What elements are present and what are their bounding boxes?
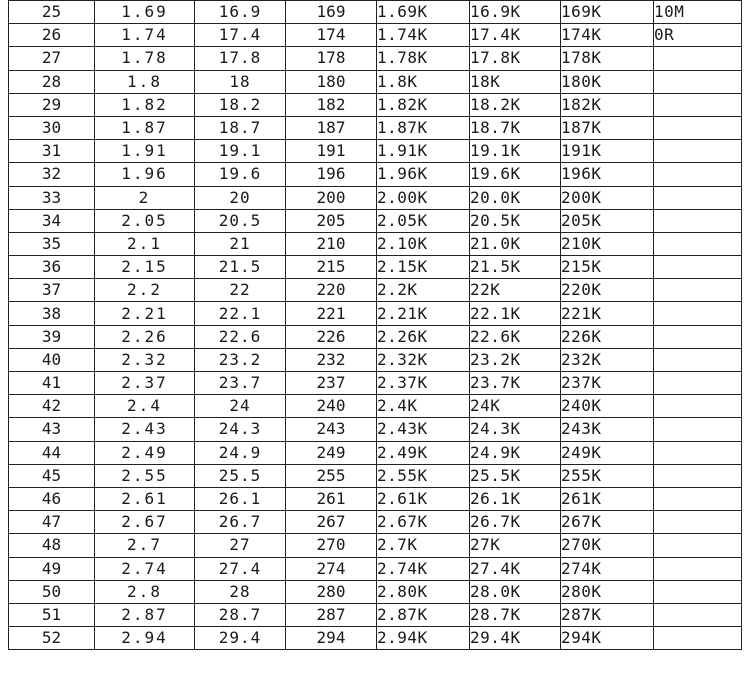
kilo-ohm-cell: 1.74K [377, 24, 470, 47]
extra-value-cell [654, 372, 742, 395]
ten-ohm-cell: 27.4 [195, 557, 286, 580]
hundred-ohm-cell: 178 [286, 47, 377, 70]
code-cell: 38 [9, 302, 95, 325]
ten-kilo-ohm-cell: 22K [470, 279, 561, 302]
table-row [9, 1, 742, 24]
ohm-cell: 1.8 [95, 70, 195, 93]
extra-value-cell [654, 487, 742, 510]
ten-ohm-cell: 27 [195, 534, 286, 557]
extra-value-cell [654, 603, 742, 626]
hundred-kilo-ohm-cell: 237K [561, 372, 654, 395]
ohm-cell: 2.32 [95, 348, 195, 371]
ohm-cell: 2.49 [95, 441, 195, 464]
extra-value-cell [654, 557, 742, 580]
table-row [9, 464, 742, 487]
ten-kilo-ohm-cell: 28.7K [470, 603, 561, 626]
ten-kilo-ohm-cell: 23.7K [470, 372, 561, 395]
kilo-ohm-cell: 2.26K [377, 325, 470, 348]
code-cell: 50 [9, 580, 95, 603]
table-row [9, 534, 742, 557]
hundred-kilo-ohm-cell: 221K [561, 302, 654, 325]
ohm-cell: 2.15 [95, 256, 195, 279]
table-row [9, 279, 742, 302]
extra-value-cell [654, 70, 742, 93]
extra-value-cell [654, 627, 742, 650]
hundred-kilo-ohm-cell: 232K [561, 348, 654, 371]
ohm-cell: 1.91 [95, 140, 195, 163]
hundred-ohm-cell: 200 [286, 186, 377, 209]
hundred-kilo-ohm-cell: 220K [561, 279, 654, 302]
ten-kilo-ohm-cell: 16.9K [470, 1, 561, 24]
code-cell: 35 [9, 232, 95, 255]
resistor-value-sheet [8, 0, 741, 650]
table-row [9, 256, 742, 279]
ten-kilo-ohm-cell: 26.1K [470, 487, 561, 510]
code-cell: 51 [9, 603, 95, 626]
hundred-kilo-ohm-cell: 187K [561, 116, 654, 139]
hundred-ohm-cell: 287 [286, 603, 377, 626]
table-row [9, 232, 742, 255]
extra-value-cell: 0R [654, 24, 742, 47]
hundred-ohm-cell: 274 [286, 557, 377, 580]
hundred-kilo-ohm-cell: 243K [561, 418, 654, 441]
kilo-ohm-cell: 2.67K [377, 511, 470, 534]
kilo-ohm-cell: 2.43K [377, 418, 470, 441]
table-row [9, 302, 742, 325]
ten-kilo-ohm-cell: 26.7K [470, 511, 561, 534]
kilo-ohm-cell: 2.2K [377, 279, 470, 302]
hundred-kilo-ohm-cell: 191K [561, 140, 654, 163]
extra-value-cell [654, 534, 742, 557]
ohm-cell: 1.69 [95, 1, 195, 24]
extra-value-cell [654, 140, 742, 163]
code-cell: 36 [9, 256, 95, 279]
hundred-kilo-ohm-cell: 267K [561, 511, 654, 534]
code-cell: 25 [9, 1, 95, 24]
hundred-kilo-ohm-cell: 255K [561, 464, 654, 487]
ten-kilo-ohm-cell: 18.7K [470, 116, 561, 139]
ten-ohm-cell: 21.5 [195, 256, 286, 279]
ten-ohm-cell: 18.2 [195, 93, 286, 116]
ten-kilo-ohm-cell: 25.5K [470, 464, 561, 487]
code-cell: 32 [9, 163, 95, 186]
kilo-ohm-cell: 2.55K [377, 464, 470, 487]
ten-ohm-cell: 20.5 [195, 209, 286, 232]
hundred-kilo-ohm-cell: 226K [561, 325, 654, 348]
ohm-cell: 2.8 [95, 580, 195, 603]
hundred-kilo-ohm-cell: 182K [561, 93, 654, 116]
kilo-ohm-cell: 2.10K [377, 232, 470, 255]
kilo-ohm-cell: 1.87K [377, 116, 470, 139]
kilo-ohm-cell: 2.80K [377, 580, 470, 603]
ohm-cell: 2.61 [95, 487, 195, 510]
code-cell: 42 [9, 395, 95, 418]
ten-ohm-cell: 24 [195, 395, 286, 418]
ten-ohm-cell: 29.4 [195, 627, 286, 650]
code-cell: 29 [9, 93, 95, 116]
resistor-code-table [8, 0, 742, 650]
extra-value-cell [654, 418, 742, 441]
hundred-kilo-ohm-cell: 174K [561, 24, 654, 47]
ohm-cell: 2.37 [95, 372, 195, 395]
hundred-ohm-cell: 240 [286, 395, 377, 418]
hundred-ohm-cell: 267 [286, 511, 377, 534]
ten-kilo-ohm-cell: 17.4K [470, 24, 561, 47]
hundred-kilo-ohm-cell: 287K [561, 603, 654, 626]
table-row [9, 418, 742, 441]
ohm-cell: 1.78 [95, 47, 195, 70]
hundred-kilo-ohm-cell: 240K [561, 395, 654, 418]
hundred-ohm-cell: 174 [286, 24, 377, 47]
code-cell: 34 [9, 209, 95, 232]
table-row [9, 163, 742, 186]
hundred-kilo-ohm-cell: 169K [561, 1, 654, 24]
extra-value-cell [654, 256, 742, 279]
code-cell: 33 [9, 186, 95, 209]
ten-kilo-ohm-cell: 19.1K [470, 140, 561, 163]
ten-kilo-ohm-cell: 21.0K [470, 232, 561, 255]
extra-value-cell [654, 580, 742, 603]
hundred-kilo-ohm-cell: 280K [561, 580, 654, 603]
extra-value-cell [654, 47, 742, 70]
extra-value-cell [654, 186, 742, 209]
hundred-ohm-cell: 196 [286, 163, 377, 186]
ten-ohm-cell: 26.1 [195, 487, 286, 510]
ten-kilo-ohm-cell: 20.5K [470, 209, 561, 232]
kilo-ohm-cell: 1.96K [377, 163, 470, 186]
ten-kilo-ohm-cell: 23.2K [470, 348, 561, 371]
extra-value-cell [654, 302, 742, 325]
kilo-ohm-cell: 2.05K [377, 209, 470, 232]
table-row [9, 441, 742, 464]
kilo-ohm-cell: 2.00K [377, 186, 470, 209]
kilo-ohm-cell: 2.7K [377, 534, 470, 557]
ohm-cell: 1.82 [95, 93, 195, 116]
ten-kilo-ohm-cell: 18K [470, 70, 561, 93]
ten-kilo-ohm-cell: 22.6K [470, 325, 561, 348]
code-cell: 40 [9, 348, 95, 371]
hundred-ohm-cell: 270 [286, 534, 377, 557]
ten-kilo-ohm-cell: 24K [470, 395, 561, 418]
ten-ohm-cell: 23.7 [195, 372, 286, 395]
table-row [9, 627, 742, 650]
table-row [9, 395, 742, 418]
extra-value-cell [654, 325, 742, 348]
hundred-ohm-cell: 187 [286, 116, 377, 139]
table-row [9, 93, 742, 116]
table-row [9, 140, 742, 163]
ten-ohm-cell: 22.1 [195, 302, 286, 325]
ohm-cell: 2 [95, 186, 195, 209]
ten-kilo-ohm-cell: 28.0K [470, 580, 561, 603]
extra-value-cell [654, 464, 742, 487]
ohm-cell: 2.1 [95, 232, 195, 255]
hundred-kilo-ohm-cell: 261K [561, 487, 654, 510]
ten-kilo-ohm-cell: 27.4K [470, 557, 561, 580]
hundred-kilo-ohm-cell: 200K [561, 186, 654, 209]
hundred-ohm-cell: 280 [286, 580, 377, 603]
ohm-cell: 2.21 [95, 302, 195, 325]
kilo-ohm-cell: 1.69K [377, 1, 470, 24]
hundred-ohm-cell: 249 [286, 441, 377, 464]
ten-kilo-ohm-cell: 22.1K [470, 302, 561, 325]
ten-ohm-cell: 17.8 [195, 47, 286, 70]
table-row [9, 24, 742, 47]
ten-kilo-ohm-cell: 27K [470, 534, 561, 557]
kilo-ohm-cell: 1.91K [377, 140, 470, 163]
table-row [9, 47, 742, 70]
extra-value-cell [654, 395, 742, 418]
code-cell: 45 [9, 464, 95, 487]
hundred-ohm-cell: 205 [286, 209, 377, 232]
code-cell: 47 [9, 511, 95, 534]
code-cell: 49 [9, 557, 95, 580]
code-cell: 44 [9, 441, 95, 464]
ten-ohm-cell: 26.7 [195, 511, 286, 534]
ohm-cell: 2.26 [95, 325, 195, 348]
kilo-ohm-cell: 1.82K [377, 93, 470, 116]
kilo-ohm-cell: 2.37K [377, 372, 470, 395]
code-cell: 52 [9, 627, 95, 650]
kilo-ohm-cell: 2.74K [377, 557, 470, 580]
hundred-kilo-ohm-cell: 196K [561, 163, 654, 186]
hundred-ohm-cell: 182 [286, 93, 377, 116]
kilo-ohm-cell: 1.8K [377, 70, 470, 93]
hundred-kilo-ohm-cell: 274K [561, 557, 654, 580]
code-cell: 27 [9, 47, 95, 70]
ohm-cell: 2.7 [95, 534, 195, 557]
table-row [9, 348, 742, 371]
hundred-ohm-cell: 261 [286, 487, 377, 510]
hundred-ohm-cell: 215 [286, 256, 377, 279]
hundred-kilo-ohm-cell: 270K [561, 534, 654, 557]
hundred-ohm-cell: 243 [286, 418, 377, 441]
kilo-ohm-cell: 2.61K [377, 487, 470, 510]
code-cell: 28 [9, 70, 95, 93]
ohm-cell: 2.4 [95, 395, 195, 418]
extra-value-cell [654, 163, 742, 186]
hundred-ohm-cell: 169 [286, 1, 377, 24]
hundred-ohm-cell: 237 [286, 372, 377, 395]
code-cell: 43 [9, 418, 95, 441]
ten-ohm-cell: 19.6 [195, 163, 286, 186]
code-cell: 26 [9, 24, 95, 47]
table-row [9, 487, 742, 510]
ohm-cell: 2.94 [95, 627, 195, 650]
hundred-ohm-cell: 191 [286, 140, 377, 163]
extra-value-cell [654, 441, 742, 464]
ohm-cell: 1.87 [95, 116, 195, 139]
ten-ohm-cell: 20 [195, 186, 286, 209]
kilo-ohm-cell: 2.49K [377, 441, 470, 464]
ten-ohm-cell: 28.7 [195, 603, 286, 626]
code-cell: 46 [9, 487, 95, 510]
ten-ohm-cell: 24.9 [195, 441, 286, 464]
hundred-ohm-cell: 232 [286, 348, 377, 371]
hundred-kilo-ohm-cell: 205K [561, 209, 654, 232]
hundred-kilo-ohm-cell: 294K [561, 627, 654, 650]
ten-ohm-cell: 17.4 [195, 24, 286, 47]
ten-kilo-ohm-cell: 24.3K [470, 418, 561, 441]
hundred-kilo-ohm-cell: 178K [561, 47, 654, 70]
ten-kilo-ohm-cell: 17.8K [470, 47, 561, 70]
kilo-ohm-cell: 2.87K [377, 603, 470, 626]
ten-ohm-cell: 23.2 [195, 348, 286, 371]
code-cell: 31 [9, 140, 95, 163]
code-cell: 48 [9, 534, 95, 557]
code-cell: 39 [9, 325, 95, 348]
code-cell: 30 [9, 116, 95, 139]
ohm-cell: 2.74 [95, 557, 195, 580]
ten-kilo-ohm-cell: 24.9K [470, 441, 561, 464]
kilo-ohm-cell: 2.15K [377, 256, 470, 279]
hundred-ohm-cell: 226 [286, 325, 377, 348]
extra-value-cell [654, 279, 742, 302]
extra-value-cell [654, 116, 742, 139]
kilo-ohm-cell: 2.4K [377, 395, 470, 418]
ten-ohm-cell: 18.7 [195, 116, 286, 139]
table-body [9, 1, 742, 650]
ohm-cell: 1.96 [95, 163, 195, 186]
ten-kilo-ohm-cell: 20.0K [470, 186, 561, 209]
ten-ohm-cell: 16.9 [195, 1, 286, 24]
ohm-cell: 2.55 [95, 464, 195, 487]
table-row [9, 511, 742, 534]
ten-kilo-ohm-cell: 19.6K [470, 163, 561, 186]
hundred-kilo-ohm-cell: 249K [561, 441, 654, 464]
ohm-cell: 2.2 [95, 279, 195, 302]
code-cell: 37 [9, 279, 95, 302]
table-row [9, 557, 742, 580]
table-row [9, 186, 742, 209]
kilo-ohm-cell: 2.32K [377, 348, 470, 371]
ohm-cell: 1.74 [95, 24, 195, 47]
hundred-ohm-cell: 221 [286, 302, 377, 325]
extra-value-cell [654, 232, 742, 255]
extra-value-cell [654, 348, 742, 371]
extra-value-cell [654, 511, 742, 534]
hundred-ohm-cell: 210 [286, 232, 377, 255]
ten-ohm-cell: 25.5 [195, 464, 286, 487]
hundred-kilo-ohm-cell: 215K [561, 256, 654, 279]
ten-ohm-cell: 22 [195, 279, 286, 302]
ten-kilo-ohm-cell: 29.4K [470, 627, 561, 650]
extra-value-cell [654, 209, 742, 232]
hundred-ohm-cell: 255 [286, 464, 377, 487]
table-row [9, 116, 742, 139]
ten-ohm-cell: 21 [195, 232, 286, 255]
hundred-ohm-cell: 180 [286, 70, 377, 93]
kilo-ohm-cell: 2.94K [377, 627, 470, 650]
table-row [9, 70, 742, 93]
hundred-kilo-ohm-cell: 210K [561, 232, 654, 255]
ten-ohm-cell: 19.1 [195, 140, 286, 163]
table-row [9, 325, 742, 348]
hundred-ohm-cell: 220 [286, 279, 377, 302]
ten-ohm-cell: 18 [195, 70, 286, 93]
table-row [9, 209, 742, 232]
ten-ohm-cell: 24.3 [195, 418, 286, 441]
kilo-ohm-cell: 1.78K [377, 47, 470, 70]
ten-kilo-ohm-cell: 21.5K [470, 256, 561, 279]
table-row [9, 603, 742, 626]
extra-value-cell: 10M [654, 1, 742, 24]
code-cell: 41 [9, 372, 95, 395]
kilo-ohm-cell: 2.21K [377, 302, 470, 325]
table-row [9, 580, 742, 603]
ohm-cell: 2.87 [95, 603, 195, 626]
hundred-ohm-cell: 294 [286, 627, 377, 650]
table-row [9, 372, 742, 395]
ohm-cell: 2.05 [95, 209, 195, 232]
ten-kilo-ohm-cell: 18.2K [470, 93, 561, 116]
ten-ohm-cell: 28 [195, 580, 286, 603]
ten-ohm-cell: 22.6 [195, 325, 286, 348]
ohm-cell: 2.43 [95, 418, 195, 441]
hundred-kilo-ohm-cell: 180K [561, 70, 654, 93]
extra-value-cell [654, 93, 742, 116]
ohm-cell: 2.67 [95, 511, 195, 534]
